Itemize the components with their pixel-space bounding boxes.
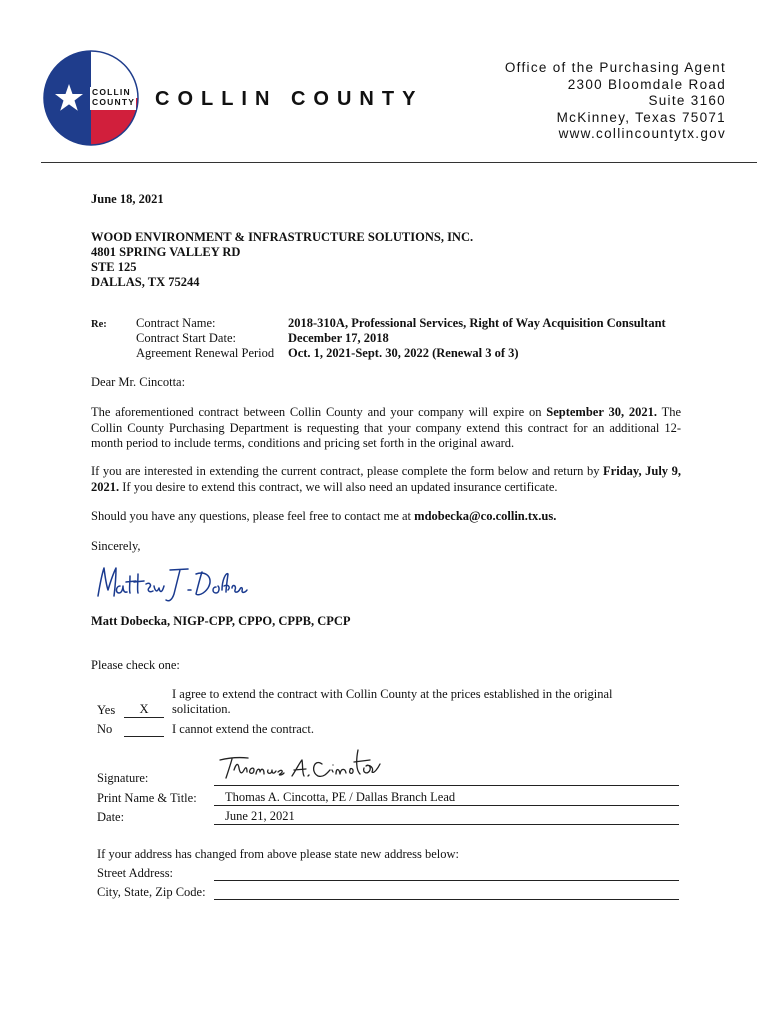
re-values — [288, 316, 666, 361]
print-name-label: Print Name & Title: — [97, 791, 197, 805]
no-text: I cannot extend the contract. — [172, 722, 314, 736]
paragraph-extension — [91, 464, 681, 495]
paragraph-contact — [91, 509, 556, 524]
office-suite: Suite 3160 — [648, 93, 726, 108]
date-field[interactable] — [214, 809, 679, 825]
re-value-renewal-period: Oct. 1, 2021-Sept. 30, 2022 (Renewal 3 of 3) — [288, 346, 519, 360]
no-checkbox[interactable] — [124, 736, 164, 737]
print-name-value: Thomas A. Cincotta, PE / Dallas Branch Lead — [225, 790, 456, 804]
date-label: Date: — [97, 810, 125, 824]
salutation: Dear Mr. Cincotta: — [91, 375, 186, 389]
p1-text: The aforementioned contract between Collin County and your company will expire on — [91, 405, 547, 419]
recipient-line: WOOD ENVIRONMENT & INFRASTRUCTURE SOLUTIONS, INC. — [91, 230, 474, 244]
re-value-start-date: December 17, 2018 — [288, 331, 389, 345]
paragraph-expiration — [91, 405, 681, 452]
re-labels — [136, 316, 274, 361]
office-address — [505, 60, 726, 143]
county-name: COLLIN COUNTY — [155, 88, 424, 110]
logo-text-collin: COLLIN — [92, 87, 131, 97]
city-state-zip-field[interactable] — [214, 884, 679, 900]
street-address-label: Street Address: — [97, 866, 174, 880]
header-divider — [41, 162, 757, 163]
city-state-zip-label: City, State, Zip Code: — [97, 885, 206, 899]
signer-name: Matt Dobecka, NIGP-CPP, CPPO, CPPB, CPCP — [91, 614, 351, 628]
return-deadline: Friday, July 9, 2021. — [91, 464, 681, 494]
letter-date: June 18, 2021 — [91, 192, 164, 206]
purchasing-agent-signature — [92, 560, 252, 608]
date-value: June 21, 2021 — [225, 809, 295, 823]
customer-signature — [214, 740, 384, 784]
re-label-contract-name: Contract Name: — [136, 316, 216, 330]
office-title: Office of the Purchasing Agent — [504, 60, 726, 75]
contact-email[interactable]: mdobecka@co.collin.tx.us. — [414, 509, 557, 523]
print-name-field[interactable] — [214, 790, 679, 806]
expiration-date: September 30, 2021. — [546, 405, 657, 419]
closing: Sincerely, — [91, 539, 141, 553]
p2-text-cont: If you desire to extend this contract, we will also need an updated insurance certificate. — [119, 479, 558, 494]
office-city: McKinney, Texas 75071 — [556, 109, 726, 125]
re-label: Re: — [91, 319, 107, 330]
recipient-line: 4801 SPRING VALLEY RD — [91, 245, 241, 259]
address-change-prompt: If your address has changed from above please state new address below: — [97, 847, 460, 861]
check-prompt: Please check one: — [91, 658, 180, 672]
signature-field[interactable] — [214, 740, 679, 786]
re-label-renewal-period: Agreement Renewal Period — [136, 346, 275, 360]
p1-text-cont: The Collin County Purchasing Department is requesting that your company extend this contract for an additional 12-month period to include terms, conditions and pricing set forth in the original award. — [91, 405, 681, 450]
office-street: 2300 Bloomdale Road — [567, 76, 726, 92]
logo-text-county: COUNTY — [92, 96, 136, 107]
yes-label: Yes — [97, 703, 116, 717]
office-website[interactable]: www.collincountytx.gov — [558, 126, 726, 141]
signature-label: Signature: — [97, 771, 149, 785]
county-seal-logo — [43, 50, 139, 146]
recipient-line: STE 125 — [91, 260, 137, 274]
yes-text-line1: I agree to extend the contract with Collin County at the prices established in the original — [172, 687, 613, 701]
re-value-contract-name: 2018-310A, Professional Services, Right of Way Acquisition Consultant — [288, 316, 666, 330]
yes-mark: X — [139, 702, 149, 716]
p2-text: If you are interested in extending the current contract, please complete the form below and return by — [91, 464, 604, 478]
p3-text: Should you have any questions, please feel free to contact me at — [91, 509, 415, 523]
recipient-address — [91, 230, 473, 290]
yes-checkbox[interactable] — [124, 702, 164, 718]
re-label-start-date: Contract Start Date: — [136, 331, 236, 345]
recipient-line: DALLAS, TX 75244 — [91, 275, 200, 289]
street-address-field[interactable] — [214, 865, 679, 881]
no-label: No — [97, 722, 113, 736]
yes-text-line2: solicitation. — [172, 702, 231, 716]
